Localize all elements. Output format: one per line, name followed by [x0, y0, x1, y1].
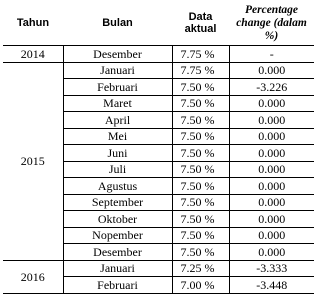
cell-percentage-change: - — [229, 46, 314, 63]
cell-percentage-change: 0.000 — [229, 244, 314, 261]
cell-data-aktual: 7.00 % — [172, 277, 229, 294]
cell-data-aktual: 7.50 % — [172, 194, 229, 211]
cell-tahun: 2015 — [3, 62, 63, 260]
cell-bulan: Mei — [63, 128, 172, 145]
data-table-container — [3, 1, 314, 294]
table-row — [3, 260, 314, 277]
cell-bulan: September — [63, 194, 172, 211]
header-percentage-change: Percentage change (dalam %) — [229, 1, 314, 46]
cell-tahun: 2014 — [3, 46, 63, 63]
cell-percentage-change: 0.000 — [229, 112, 314, 129]
cell-percentage-change: -3.226 — [229, 79, 314, 96]
cell-bulan: Desember — [63, 244, 172, 261]
table-body — [3, 46, 314, 294]
cell-bulan: Nopember — [63, 227, 172, 244]
cell-percentage-change: 0.000 — [229, 145, 314, 162]
cell-percentage-change: 0.000 — [229, 128, 314, 145]
cell-bulan: Desember — [63, 46, 172, 63]
cell-percentage-change: 0.000 — [229, 161, 314, 178]
cell-bulan: Agustus — [63, 178, 172, 195]
cell-data-aktual: 7.50 % — [172, 161, 229, 178]
cell-data-aktual: 7.50 % — [172, 95, 229, 112]
cell-bulan: Oktober — [63, 211, 172, 228]
header-row — [3, 1, 314, 46]
cell-percentage-change: 0.000 — [229, 62, 314, 79]
cell-data-aktual: 7.50 % — [172, 227, 229, 244]
cell-percentage-change: -3.333 — [229, 260, 314, 277]
table-header — [3, 1, 314, 46]
cell-bulan: Februari — [63, 79, 172, 96]
cell-bulan: Juli — [63, 161, 172, 178]
cell-tahun: 2016 — [3, 260, 63, 293]
cell-data-aktual: 7.50 % — [172, 128, 229, 145]
header-data-aktual: Data aktual — [172, 1, 229, 46]
cell-bulan: Maret — [63, 95, 172, 112]
cell-percentage-change: 0.000 — [229, 211, 314, 228]
table-row — [3, 46, 314, 63]
cell-bulan: Januari — [63, 260, 172, 277]
cell-data-aktual: 7.50 % — [172, 79, 229, 96]
cell-data-aktual: 7.50 % — [172, 211, 229, 228]
data-table — [3, 1, 314, 294]
header-tahun: Tahun — [3, 1, 63, 46]
cell-data-aktual: 7.50 % — [172, 145, 229, 162]
cell-bulan: Juni — [63, 145, 172, 162]
cell-data-aktual: 7.50 % — [172, 112, 229, 129]
cell-data-aktual: 7.75 % — [172, 62, 229, 79]
table-row — [3, 62, 314, 79]
cell-data-aktual: 7.50 % — [172, 178, 229, 195]
cell-bulan: Januari — [63, 62, 172, 79]
header-bulan: Bulan — [63, 1, 172, 46]
cell-percentage-change: 0.000 — [229, 194, 314, 211]
cell-data-aktual: 7.25 % — [172, 260, 229, 277]
cell-percentage-change: -3.448 — [229, 277, 314, 294]
cell-data-aktual: 7.75 % — [172, 46, 229, 63]
cell-percentage-change: 0.000 — [229, 227, 314, 244]
cell-bulan: Februari — [63, 277, 172, 294]
cell-data-aktual: 7.50 % — [172, 244, 229, 261]
cell-percentage-change: 0.000 — [229, 95, 314, 112]
cell-percentage-change: 0.000 — [229, 178, 314, 195]
cell-bulan: April — [63, 112, 172, 129]
